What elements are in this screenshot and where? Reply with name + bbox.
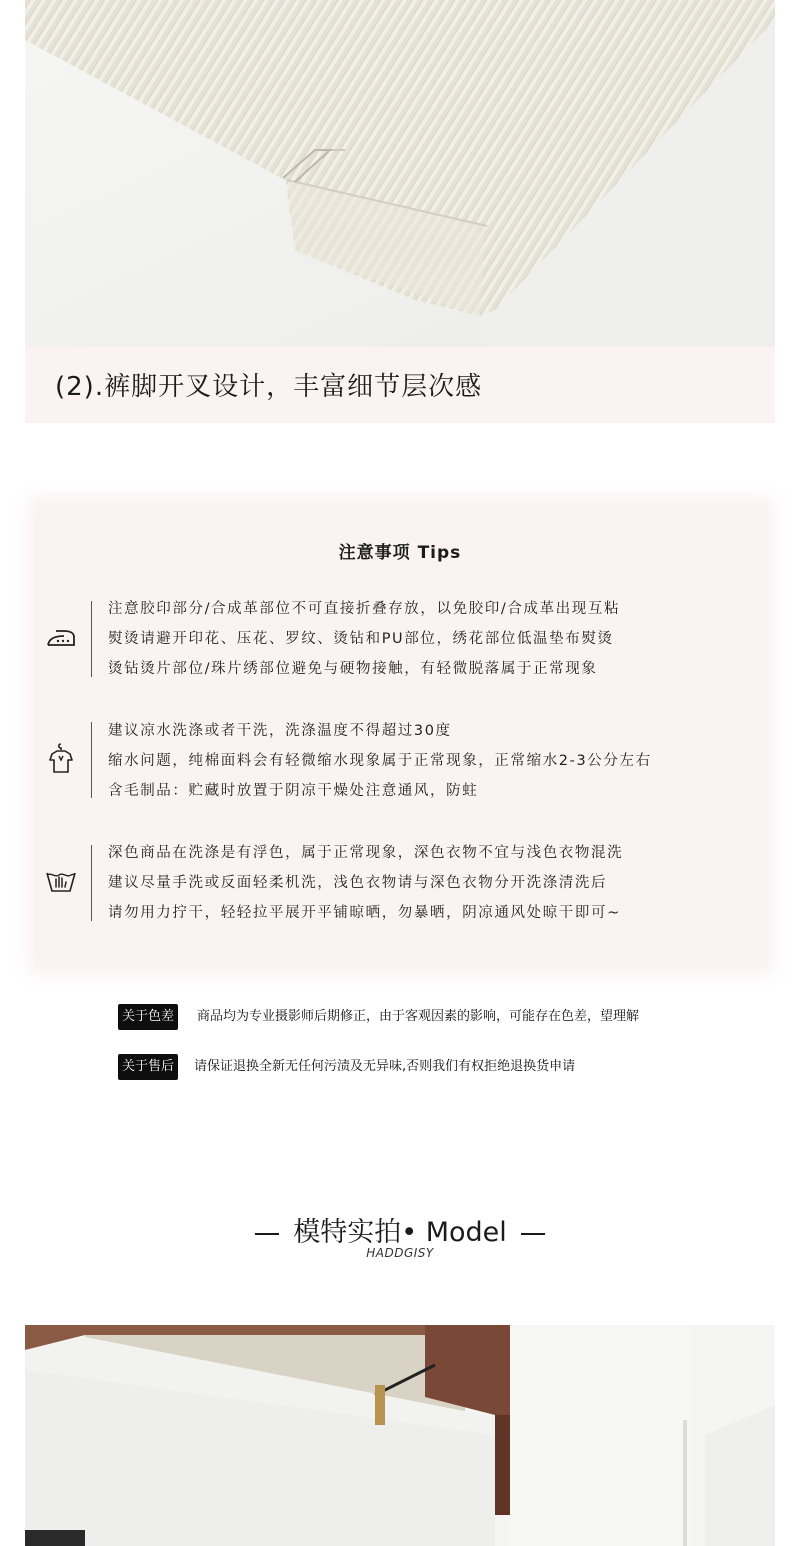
model-photo xyxy=(25,1325,775,1546)
color-diff-note: 商品均为专业摄影师后期修正，由于客观因素的影响，可能存在色差，望理解 xyxy=(197,1009,640,1024)
tip-line: 含毛制品：贮藏时放置于阴凉干燥处注意通风，防蛀 xyxy=(108,783,479,799)
title-dash-left xyxy=(255,1233,279,1235)
after-sales-note: 请保证退换全新无任何污渍及无异味,否则我们有权拒绝退换货申请 xyxy=(194,1059,576,1074)
color-diff-badge: 关于色差 xyxy=(118,1004,178,1030)
tips-title: 注意事项 Tips xyxy=(338,543,462,563)
iron-icon xyxy=(44,621,78,655)
model-section-title xyxy=(0,1210,800,1249)
tip-divider xyxy=(91,722,92,798)
tip-line: 建议凉水洗涤或者干洗，洗涤温度不得超过30度 xyxy=(108,723,452,739)
tip-divider xyxy=(91,845,92,921)
hand-wash-icon xyxy=(44,863,78,897)
interior-scene-illustration xyxy=(25,1325,775,1546)
model-title-text: 模特实拍• Model xyxy=(293,1217,507,1248)
tip-line: 建议尽量手洗或反面轻柔机洗，浅色衣物请与深色衣物分开洗涤清洗后 xyxy=(108,875,608,891)
tip-line: 请勿用力拧干，轻轻拉平展开平铺晾晒，勿暴晒，阴凉通风处晾干即可~ xyxy=(108,905,621,921)
tip-line: 注意胶印部分/合成革部位不可直接折叠存放，以免胶印/合成革出现互粘 xyxy=(108,601,621,617)
title-dash-right xyxy=(521,1233,545,1235)
detail-caption: (2).裤脚开叉设计，丰富细节层次感 xyxy=(55,372,483,402)
tip-divider xyxy=(91,601,92,677)
after-sales-badge: 关于售后 xyxy=(118,1054,178,1080)
tip-line: 熨烫请避开印花、压花、罗纹、烫钻和PU部位，绣花部位低温垫布熨烫 xyxy=(108,631,614,647)
tip-line: 深色商品在洗涤是有浮色，属于正常现象，深色衣物不宜与浅色衣物混洗 xyxy=(108,845,624,861)
hanging-shirt-icon xyxy=(44,742,78,776)
brand-subtitle: HADDGISY xyxy=(366,1246,434,1260)
product-detail-photo xyxy=(25,0,775,347)
tip-line: 缩水问题，纯棉面料会有轻微缩水现象属于正常现象，正常缩水2-3公分左右 xyxy=(108,753,652,769)
corduroy-fabric-illustration xyxy=(25,0,775,347)
tip-line: 烫钻烫片部位/珠片绣部位避免与硬物接触，有轻微脱落属于正常现象 xyxy=(108,661,598,677)
